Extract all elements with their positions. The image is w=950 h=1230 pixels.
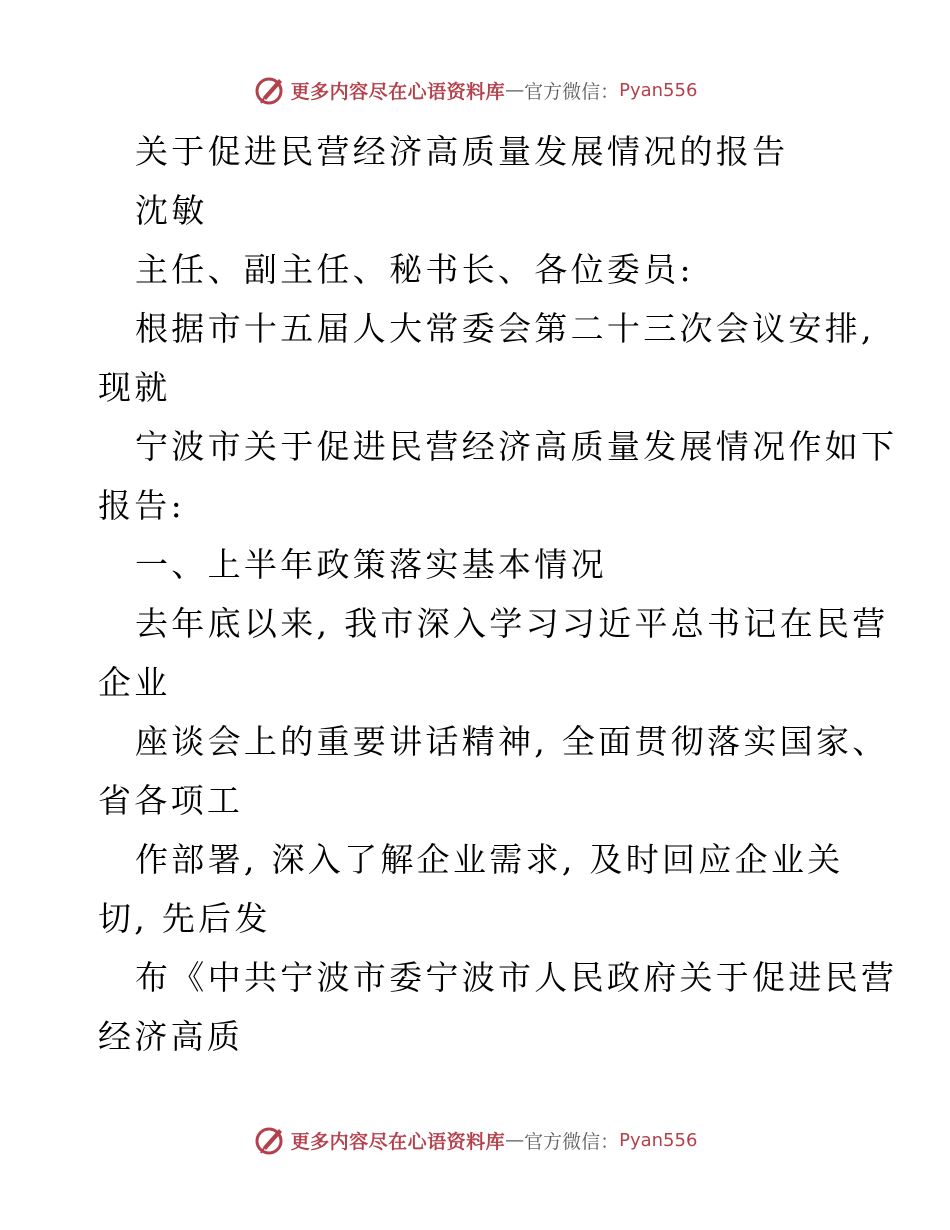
watermark-main-text: 更多内容尽在心语资料库 bbox=[290, 1130, 506, 1153]
quill-seal-icon bbox=[253, 73, 287, 107]
paragraph-line: 布《中共宁波市委宁波市人民政府关于促进民营 bbox=[135, 958, 898, 997]
paragraph-line: 现就 bbox=[98, 368, 171, 407]
paragraph-line: 根据市十五届人大常委会第二十三次会议安排, bbox=[135, 309, 875, 348]
paragraph-line: 经济高质 bbox=[98, 1017, 244, 1056]
paragraph-line: 去年底以来, 我市深入学习习近平总书记在民营 bbox=[135, 604, 889, 643]
paragraph-line: 座谈会上的重要讲话精神, 全面贯彻落实国家、 bbox=[135, 722, 889, 761]
document-author: 沈敏 bbox=[135, 191, 208, 230]
salutation: 主任、副主任、秘书长、各位委员: bbox=[135, 250, 694, 289]
watermark-wechat-id: Pyan556 bbox=[619, 79, 698, 101]
document-body bbox=[98, 122, 898, 1066]
watermark-label: 官方微信： bbox=[524, 1130, 620, 1153]
watermark-separator: — bbox=[505, 1129, 525, 1151]
header-watermark bbox=[0, 70, 950, 110]
paragraph-line: 切, 先后发 bbox=[98, 899, 271, 938]
section-heading: 一、上半年政策落实基本情况 bbox=[135, 545, 607, 584]
footer-watermark bbox=[0, 1120, 950, 1160]
paragraph-line: 报告: bbox=[98, 486, 186, 525]
watermark-separator: — bbox=[505, 79, 525, 101]
paragraph-line: 作部署, 深入了解企业需求, 及时回应企业关 bbox=[135, 840, 844, 879]
watermark-main-text: 更多内容尽在心语资料库 bbox=[290, 80, 506, 103]
document-title: 关于促进民营经济高质量发展情况的报告 bbox=[135, 132, 789, 171]
paragraph-line: 企业 bbox=[98, 663, 171, 702]
watermark-wechat-id: Pyan556 bbox=[619, 1129, 698, 1151]
watermark-label: 官方微信： bbox=[524, 80, 620, 103]
paragraph-line: 宁波市关于促进民营经济高质量发展情况作如下 bbox=[135, 427, 898, 466]
quill-seal-icon bbox=[253, 1123, 287, 1157]
paragraph-line: 省各项工 bbox=[98, 781, 244, 820]
